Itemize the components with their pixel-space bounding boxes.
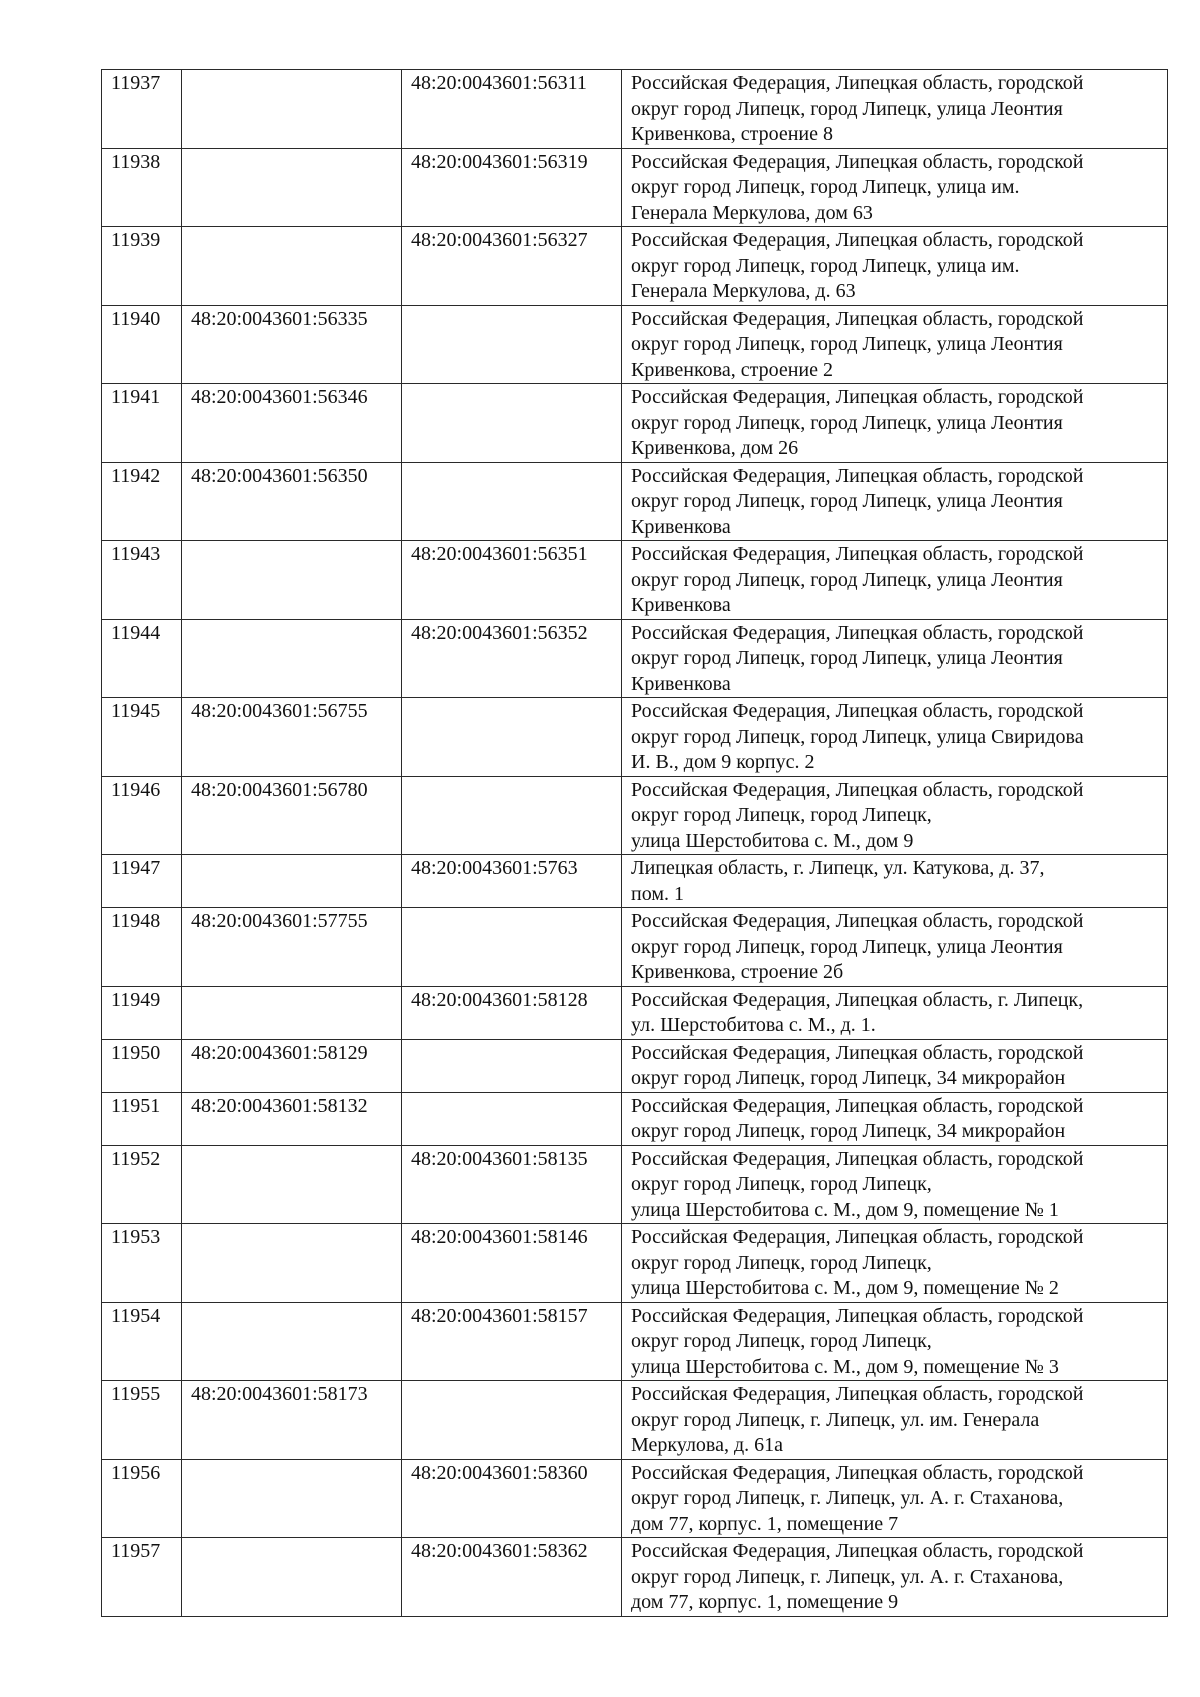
row-number-cell: 11943 (102, 541, 182, 620)
cadastral-number-land-cell: 48:20:0043601:56346 (182, 384, 402, 463)
address-line: Кривенкова (631, 515, 731, 538)
table-row (102, 148, 1168, 227)
address-line: дом 77, корпус. 1, помещение 9 (631, 1591, 899, 1613)
cadastral-number-land-cell (182, 855, 402, 908)
address-line: Кривенкова, строение 2 (631, 358, 833, 381)
cadastral-number-land-cell (182, 619, 402, 698)
row-number-cell: 11950 (102, 1039, 182, 1092)
address-line: округ город Липецк, город Липецк, улица им. (631, 176, 1020, 198)
row-number-cell: 11953 (102, 1224, 182, 1303)
address-line: округ город Липецк, город Липецк, улица Леонтия (631, 97, 1063, 120)
cadastral-number-object-cell (402, 1381, 622, 1460)
address-line: округ город Липецк, город Липецк, 34 микрорайон (631, 1120, 1066, 1142)
address-line: улица Шерстобитова с. М., дом 9, помещение № 2 (631, 1277, 1059, 1299)
address-cell (622, 776, 1168, 855)
table-row (102, 541, 1168, 620)
address-line: Российская Федерация, Липецкая область, городской (631, 1304, 1084, 1327)
address-line: Российская Федерация, Липецкая область, городской (631, 910, 1084, 932)
cadastral-number-object-cell: 48:20:0043601:56319 (402, 148, 622, 227)
address-line: округ город Липецк, город Липецк, улица Леонтия (631, 568, 1063, 591)
table-row (102, 986, 1168, 1039)
row-number-cell: 11945 (102, 698, 182, 777)
cadastral-number-object-cell (402, 1039, 622, 1092)
row-number-cell: 11949 (102, 986, 182, 1039)
cadastral-number-object-cell: 48:20:0043601:56351 (402, 541, 622, 620)
property-registry-table (101, 69, 1168, 1617)
address-line: Меркулова, д. 61а (631, 1434, 784, 1456)
address-cell (622, 986, 1168, 1039)
row-number-cell: 11948 (102, 908, 182, 987)
cadastral-number-land-cell (182, 227, 402, 306)
address-cell (622, 619, 1168, 698)
address-line: округ город Липецк, город Липецк, (631, 1173, 932, 1195)
address-line: Российская Федерация, Липецкая область, городской (631, 543, 1084, 565)
address-line: округ город Липецк, город Липецк, улица Свиридова (631, 725, 1084, 748)
cadastral-number-object-cell: 48:20:0043601:58157 (402, 1302, 622, 1381)
cadastral-number-object-cell (402, 776, 622, 855)
table-row (102, 1092, 1168, 1145)
row-number-cell: 11954 (102, 1302, 182, 1381)
address-line: Российская Федерация, Липецкая область, городской (631, 778, 1084, 801)
address-cell (622, 148, 1168, 227)
table-row (102, 1039, 1168, 1092)
address-line: округ город Липецк, город Липецк, улица Леонтия (631, 411, 1063, 434)
table-row (102, 1145, 1168, 1224)
row-number-cell: 11955 (102, 1381, 182, 1460)
address-line: Кривенкова, дом 26 (631, 437, 799, 459)
row-number-cell: 11944 (102, 619, 182, 698)
cadastral-number-object-cell: 48:20:0043601:58146 (402, 1224, 622, 1303)
address-line: И. В., дом 9 корпус. 2 (631, 751, 815, 773)
address-line: улица Шерстобитова с. М., дом 9 (631, 829, 914, 852)
table-row (102, 227, 1168, 306)
cadastral-number-object-cell (402, 908, 622, 987)
address-line: Российская Федерация, Липецкая область, городской (631, 1461, 1084, 1484)
address-line: Генерала Меркулова, дом 63 (631, 201, 873, 224)
table-row (102, 70, 1168, 149)
address-line: округ город Липецк, город Липецк, улица Леонтия (631, 333, 1063, 355)
cadastral-number-land-cell (182, 1224, 402, 1303)
address-cell (622, 855, 1168, 908)
cadastral-number-land-cell: 48:20:0043601:56755 (182, 698, 402, 777)
address-cell (622, 1381, 1168, 1460)
address-line: Российская Федерация, Липецкая область, городской (631, 464, 1084, 487)
address-line: Российская Федерация, Липецкая область, городской (631, 1540, 1084, 1562)
table-row (102, 1224, 1168, 1303)
cadastral-number-land-cell (182, 148, 402, 227)
table-row (102, 462, 1168, 541)
cadastral-number-land-cell (182, 1538, 402, 1617)
address-line: Российская Федерация, Липецкая область, городской (631, 1147, 1084, 1170)
cadastral-number-land-cell (182, 541, 402, 620)
table-row (102, 305, 1168, 384)
table-row (102, 1302, 1168, 1381)
address-line: Российская Федерация, Липецкая область, городской (631, 150, 1084, 173)
address-line: Российская Федерация, Липецкая область, городской (631, 307, 1084, 330)
address-line: Российская Федерация, Липецкая область, городской (631, 229, 1084, 251)
address-cell (622, 908, 1168, 987)
address-line: Российская Федерация, Липецкая область, городской (631, 72, 1084, 94)
cadastral-number-land-cell (182, 986, 402, 1039)
cadastral-number-object-cell: 48:20:0043601:58360 (402, 1459, 622, 1538)
address-line: Генерала Меркулова, д. 63 (631, 280, 856, 302)
cadastral-number-object-cell (402, 1092, 622, 1145)
row-number-cell: 11940 (102, 305, 182, 384)
address-line: Кривенкова (631, 594, 731, 616)
cadastral-number-object-cell (402, 305, 622, 384)
cadastral-number-land-cell: 48:20:0043601:57755 (182, 908, 402, 987)
address-line: дом 77, корпус. 1, помещение 7 (631, 1512, 899, 1535)
cadastral-number-land-cell (182, 70, 402, 149)
address-line: улица Шерстобитова с. М., дом 9, помещение № 1 (631, 1198, 1059, 1221)
cadastral-number-object-cell: 48:20:0043601:56352 (402, 619, 622, 698)
address-line: Кривенкова, строение 2б (631, 961, 844, 983)
address-cell (622, 462, 1168, 541)
address-line: Российская Федерация, Липецкая область, городской (631, 621, 1084, 644)
table-row (102, 776, 1168, 855)
row-number-cell: 11937 (102, 70, 182, 149)
table-row (102, 855, 1168, 908)
address-line: Кривенкова (631, 672, 731, 695)
cadastral-number-object-cell: 48:20:0043601:58362 (402, 1538, 622, 1617)
cadastral-number-object-cell: 48:20:0043601:56327 (402, 227, 622, 306)
address-line: округ город Липецк, город Липецк, улица Леонтия (631, 647, 1063, 669)
address-line: улица Шерстобитова с. М., дом 9, помещение № 3 (631, 1355, 1059, 1378)
cadastral-number-land-cell: 48:20:0043601:56335 (182, 305, 402, 384)
address-line: Российская Федерация, Липецкая область, городской (631, 386, 1084, 408)
address-line: Российская Федерация, Липецкая область, городской (631, 1094, 1084, 1117)
cadastral-number-object-cell (402, 384, 622, 463)
cadastral-number-land-cell: 48:20:0043601:56350 (182, 462, 402, 541)
row-number-cell: 11956 (102, 1459, 182, 1538)
cadastral-number-land-cell: 48:20:0043601:58173 (182, 1381, 402, 1460)
address-line: Российская Федерация, Липецкая область, г. Липецк, (631, 988, 1084, 1011)
row-number-cell: 11942 (102, 462, 182, 541)
address-line: округ город Липецк, город Липецк, (631, 1330, 932, 1352)
address-line: Российская Федерация, Липецкая область, городской (631, 1041, 1084, 1064)
address-cell (622, 1302, 1168, 1381)
row-number-cell: 11947 (102, 855, 182, 908)
row-number-cell: 11946 (102, 776, 182, 855)
address-line: округ город Липецк, г. Липецк, ул. А. г. Стаханова, (631, 1487, 1064, 1509)
address-cell (622, 1145, 1168, 1224)
address-cell (622, 1039, 1168, 1092)
cadastral-number-object-cell: 48:20:0043601:5763 (402, 855, 622, 908)
address-line: Российская Федерация, Липецкая область, городской (631, 1226, 1084, 1248)
row-number-cell: 11957 (102, 1538, 182, 1617)
address-cell (622, 305, 1168, 384)
table-row (102, 1459, 1168, 1538)
address-cell (622, 698, 1168, 777)
address-line: округ город Липецк, г. Липецк, ул. А. г. Стаханова, (631, 1565, 1064, 1588)
address-line: Российская Федерация, Липецкая область, городской (631, 1383, 1084, 1405)
cadastral-number-land-cell: 48:20:0043601:58129 (182, 1039, 402, 1092)
address-line: Российская Федерация, Липецкая область, городской (631, 700, 1084, 722)
cadastral-number-object-cell: 48:20:0043601:58135 (402, 1145, 622, 1224)
address-line: округ город Липецк, город Липецк, (631, 1251, 932, 1274)
cadastral-number-object-cell: 48:20:0043601:56311 (402, 70, 622, 149)
cadastral-number-land-cell (182, 1459, 402, 1538)
table-row (102, 908, 1168, 987)
address-line: округ город Липецк, город Липецк, улица Леонтия (631, 490, 1063, 512)
table-row (102, 384, 1168, 463)
address-line: ул. Шерстобитова с. М., д. 1. (631, 1014, 876, 1036)
row-number-cell: 11941 (102, 384, 182, 463)
table-row (102, 1381, 1168, 1460)
address-cell (622, 227, 1168, 306)
cadastral-number-land-cell (182, 1302, 402, 1381)
registry-table-body (102, 70, 1168, 1617)
address-cell (622, 1224, 1168, 1303)
address-cell (622, 1092, 1168, 1145)
cadastral-number-object-cell (402, 462, 622, 541)
cadastral-number-land-cell: 48:20:0043601:56780 (182, 776, 402, 855)
row-number-cell: 11938 (102, 148, 182, 227)
cadastral-number-land-cell (182, 1145, 402, 1224)
address-cell (622, 384, 1168, 463)
address-line: округ город Липецк, город Липецк, улица Леонтия (631, 935, 1063, 958)
address-line: пом. 1 (631, 882, 684, 905)
address-line: округ город Липецк, город Липецк, (631, 804, 932, 826)
cadastral-number-object-cell (402, 698, 622, 777)
address-cell (622, 70, 1168, 149)
address-cell (622, 1459, 1168, 1538)
address-cell (622, 1538, 1168, 1617)
address-line: округ город Липецк, город Липецк, 34 микрорайон (631, 1067, 1066, 1089)
row-number-cell: 11939 (102, 227, 182, 306)
address-line: округ город Липецк, г. Липецк, ул. им. Генерала (631, 1408, 1040, 1431)
address-line: округ город Липецк, город Липецк, улица им. (631, 254, 1020, 277)
address-line: Липецкая область, г. Липецк, ул. Катукова, д. 37, (631, 857, 1045, 879)
address-cell (622, 541, 1168, 620)
table-row (102, 698, 1168, 777)
table-row (102, 1538, 1168, 1617)
cadastral-number-land-cell: 48:20:0043601:58132 (182, 1092, 402, 1145)
cadastral-number-object-cell: 48:20:0043601:58128 (402, 986, 622, 1039)
table-row (102, 619, 1168, 698)
row-number-cell: 11951 (102, 1092, 182, 1145)
address-line: Кривенкова, строение 8 (631, 123, 833, 145)
row-number-cell: 11952 (102, 1145, 182, 1224)
